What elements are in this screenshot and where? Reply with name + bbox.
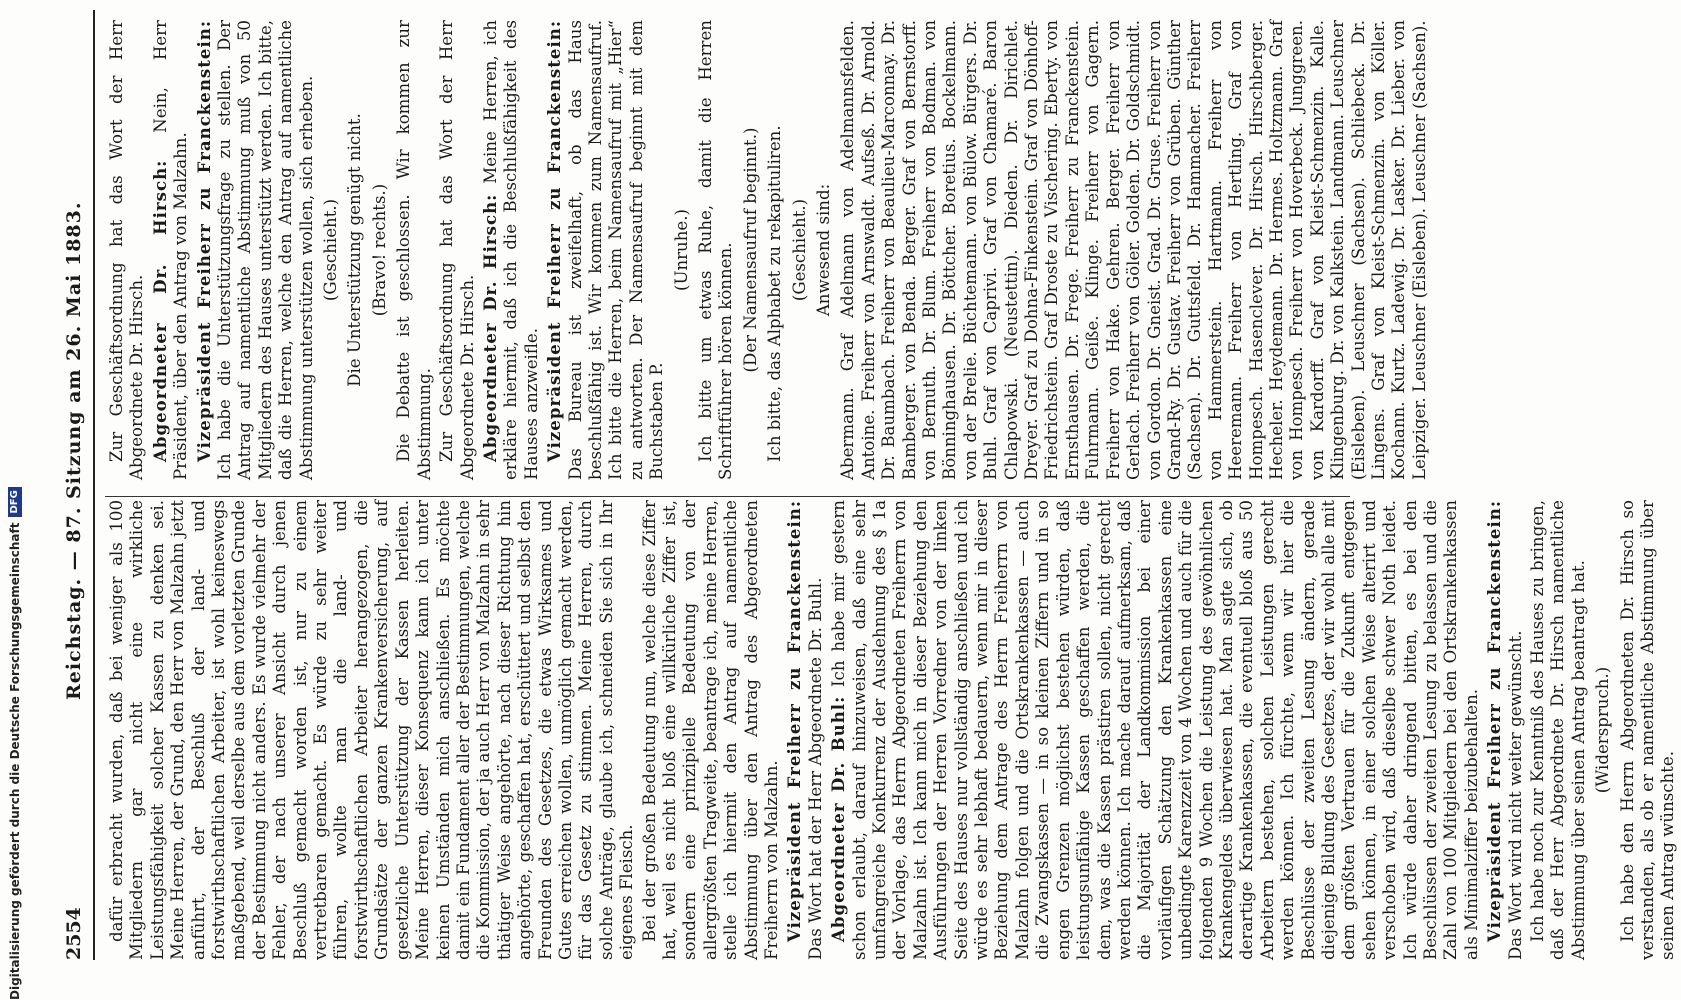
speaker-name: Vizepräsident Freiherr zu Franckenstein: — [784, 500, 805, 942]
speaker-name: Vizepräsident Freiherr zu Franckenstein: — [1484, 500, 1505, 942]
stage-direction: (Geschieht.) — [321, 198, 341, 302]
speech-paragraph — [480, 20, 542, 480]
speech-text: Das Bureau ist zweifelhaft, ob das Haus beschlußfähig ist. Wir kommen zum Namensaufruf. Ich bitte die Herren, beim Namensaufruf mit „Hier“ zu antworten. Der Namensaufruf beginnt mit dem Buchstaben P. — [565, 20, 667, 480]
speaker-name: Vizepräsident Freiherr zu Franckenstein: — [544, 20, 565, 462]
document-page — [5, 0, 1678, 1000]
stage-direction: Die Unterstützung genügt nicht. — [345, 113, 365, 387]
text-paragraph: Ich habe den Herrn Abgeordneten Dr. Hirsch so verstanden, als ob er namentliche Abstimmung über seinen Antrag wünschte. — [1617, 500, 1678, 960]
stage-direction: Anwesend sind: — [814, 183, 833, 317]
speech-paragraph — [194, 20, 317, 480]
speech-text: Das Wort wird nicht weiter gewünscht. — [1505, 630, 1525, 960]
attendance-list: Abermann. Graf Adelmann von Adelmannsfelden. Antoine. Freiherr von Arnswaldt. Aufseß. Dr. Arnold. Dr. Baumbach. Freiherr von Beaulieu-Marconnay. Dr. Bamberger. von Benda. Berger. Graf von Bernstorff. von Bernuth. Dr. Blum. Freiherr von Bodman. von Bönninghausen. Dr. Böttcher. Boretius. Bockelmann. von der Brelie. Büchtemann. von Bülow. Bürgers. Dr. Buhl. Graf von Caprivi. Graf von Chamaré. Baron Chlapowski. (Neustettin). Dieden. Dr. Dirichlet. Dreyer. Graf zu Dohna-Finkenstein. Graf von Dönhoff-Friedrichstein. Graf Droste zu Vischering. Eberty. von Ernsthausen. Dr. Frege. Freiherr zu Franckenstein. Fuhrmann. Geiße. Klinge. Freiherr von Gagern. Freiherr von Hake. Gehren. Berger. Freiherr von Gerlach. Freiherr von Göler. Golden. Dr. Goldschmidt. von Gordon. Dr. Gneist. Grad. Dr. Gruse. Freiherr von Grand-Ry. Dr. Gustav. Freiherr von Grüben. Günther (Sachsen). Dr. Guttsfeld. Dr. Hammacher. Freiherr von Hammerstein. Hartmann. Freiherr von Heeremann. Freiherr von Hertling. Graf von Hompesch. Hasenclever. Dr. Hirsch. Hirschberger. Hecheler. Heydemann. Dr. Hermes. Holtzmann. Graf von Hompesch. Freiherr von Hoverbeck. Junggreen. von Kardorff. Graf von Kleist-Schmenzin. Kalle. Klingenburg. Dr. von Kalkstein. Landmann. Leuschner (Eisleben). Leuschner (Sachsen). Schliebeck. Dr. Lingens. Graf von Kleist-Schmenzin. von Köller. Kochann. Kurtz. Ladewig. Dr. Lasker. Dr. Lieber. von Leipziger. Leuschner (Eisleben). Leuschner (Sachsen). — [838, 20, 1429, 480]
speech-paragraph — [1484, 500, 1526, 960]
speaker-name: Abgeordneter Dr. Buhl: — [828, 695, 849, 942]
speaker-name: Vizepräsident Freiherr zu Franckenstein: — [193, 20, 214, 462]
speech-paragraph — [828, 500, 1482, 960]
speech-text: Nein, Herr Präsident, über den Antrag von Malzahn. — [150, 20, 191, 480]
stage-direction: (Unruhe.) — [671, 208, 691, 292]
digitization-credit — [2, 20, 28, 1000]
speech-paragraph — [544, 20, 667, 480]
text-paragraph: Zur Geschäftsordnung hat das Wort der Herr Abgeordnete Dr. Hirsch. — [107, 20, 147, 480]
speech-text: Ich habe die Unterstützungsfrage zu stellen. Der Antrag auf namentliche Abstimmung muß von 50 Mitgliedern des Hauses unterstützt werden. Ich bitte, daß die Herren, welche den Antrag auf namentliche Abstimmung unterstützen wollen, sich erheben. — [215, 20, 316, 480]
left-column — [107, 500, 1681, 960]
stage-direction: (Widerspruch.) — [1593, 666, 1613, 794]
text-paragraph: Bei der großen Bedeutung nun, welche diese Ziffer hat, weil es nicht bloß eine willkürliche Ziffer ist, sondern eine prinzipielle Bedeutung von der allergrößten Tragweite, beantrage ich, meine Herren, stelle ich hiermit den Antrag auf namentliche Abstimmung über den Antrag des Abgeordneten Freiherrn von Malzahn. — [639, 500, 781, 960]
text-paragraph: Ich habe noch zur Kenntniß des Hauses zu bringen, daß der Herr Abgeordnete Dr. Hirsch namentliche Abstimmung über seinen Antrag beantragt hat. — [1528, 500, 1588, 960]
dfg-logo: DFG — [8, 487, 22, 516]
credit-text: Digitalisierung gefördert durch die Deutsche Forschungsgemeinschaft — [8, 522, 22, 1000]
text-paragraph: Ich bitte, das Alphabet zu rekapituliren. — [765, 125, 785, 462]
text-paragraph: dafür erbracht wurden, daß bei weniger als 100 Mitgliedern gar nicht eine wirkliche Leistungsfähigkeit solcher Kassen zu denken sei. Meine Herren, der Grund, den Herr von Malzahn jetzt anführt, der Beschluß der land- und forstwirthschaftlichen Arbeiter, ist wohl keineswegs maßgebend, weil derselbe aus dem vorletzten Grunde der Bestimmung nicht anders. Es wurde vielmehr der Fehler, der nach unserer Ansicht durch jenen Beschluß gemacht worden ist, nur zu einem vertretbaren gemacht. Es würde zu sehr weiter führen, wollte man die land- und forstwirthschaftlichen Arbeiter herangezogen, die Grundsätze der ganzen Krankenversicherung, auf gesetzliche Unterstützung der Kassen herleiten. Meine Herren, dieser Konsequenz kann ich unter keinen Umständen mich anschließen. Es möchte damit ein Fundament aller der Bestimmungen, welche die Kommission, der ja auch Herr von Malzahn in sehr thätiger Weise angehörte, nach dieser Richtung hin angehörte, geschaffen hat, erschüttert und selbst den Freunden des Gesetzes, die etwas Wirksames und Gutes erreichen wollen, unmöglich gemacht werden, für das Gesetz zu stimmen. Meine Herren, durch solche Anträge, glaube ich, schneiden Sie sich in Ihr eigenes Fleisch. — [107, 500, 637, 960]
speech-paragraph — [150, 20, 192, 480]
speech-paragraph — [784, 500, 826, 960]
right-column — [107, 20, 1432, 480]
text-paragraph: Zur Geschäftsordnung hat das Wort der Herr Abgeordnete Dr. Hirsch. — [437, 20, 477, 480]
running-head: Reichstag. — 87. Sitzung am 26. Mai 1883. — [63, 201, 85, 700]
speech-text: Meine Herren, ich erkläre hiermit, daß ich die Beschlußfähigkeit des Hauses anzweifle. — [480, 20, 541, 480]
speech-text: Ich habe mir gestern schon erlaubt, darauf hinzuweisen, daß eine sehr umfangreiche Konkurrenz der Ausdehnung des § 1a der Vorlage, das Herrn Abgeordneten Freiherrn von Malzahn ist. Ich kann mich in dieser Beziehung den Ausführungen der Herren Vorredner von der linken Seite des Hauses nur vollständig anschließen und ich würde es sehr lebhaft bedauern, wenn mir in dieser Beziehung dem Antrage des Herrn Freiherrn von Malzahn folgen und die Ortskrankenkassen — auch die Zwangskassen — in so kleinen Ziffern und in so engen Grenzen möglichst bestehen würden, daß leistungsunfähige Kassen geschaffen werden, die dem, was die Kassen prästiren sollen, nicht gerecht werden können. Ich mache darauf aufmerksam, daß die Majorität der Landkommission bei einer vorläufigen Schätzung den Krankenkassen eine unbedingte Karenzzeit von 4 Wochen und auch für die folgenden 9 Wochen die Leistung des gewöhnlichen Krankengeldes überwiesen hat. Man sagte sich, ob derartige Krankenkassen, die eventuell bloß aus 50 Arbeitern bestehen, solchen Leistungen gerecht werden können. Ich fürchte, wenn wir hier die Beschlüsse der zweiten Lesung ändern, gerade diejenige Bildung des Gesetzes, der wir wohl alle mit dem größten Vertrauen für die Zukunft entgegen sehen können, in einer solchen Weise alterirt und verschoben wird, daß dieselbe schwer Noth leidet. Ich würde daher dringend bitten, es bei den Beschlüssen der zweiten Lesung zu belassen und die Zahl von 100 Mitgliedern bei den Ortskrankenkassen als Minimalziffer beizubehalten. — [829, 500, 1481, 960]
stage-direction: (Bravo! rechts.) — [369, 183, 389, 317]
speaker-name: Abgeordneter Dr. Hirsch: — [479, 193, 500, 462]
column-divider — [105, 496, 1350, 497]
text-paragraph: Die Debatte ist geschlossen. Wir kommen zur Abstimmung. — [394, 20, 434, 480]
speaker-name: Abgeordneter Dr. Hirsch: — [149, 159, 170, 462]
header-rule — [93, 10, 95, 960]
text-paragraph: Ich bitte um etwas Ruhe, damit die Herren Schriftführer hören können. — [695, 20, 736, 480]
page-header — [63, 0, 93, 1000]
stage-direction: (Der Namensaufruf beginnt.) — [740, 127, 760, 373]
stage-direction: (Geschieht.) — [789, 198, 809, 302]
speech-text: Das Wort hat der Herr Abgeordnete Dr. Buhl. — [805, 577, 825, 960]
page-number: 2554 — [63, 907, 85, 960]
